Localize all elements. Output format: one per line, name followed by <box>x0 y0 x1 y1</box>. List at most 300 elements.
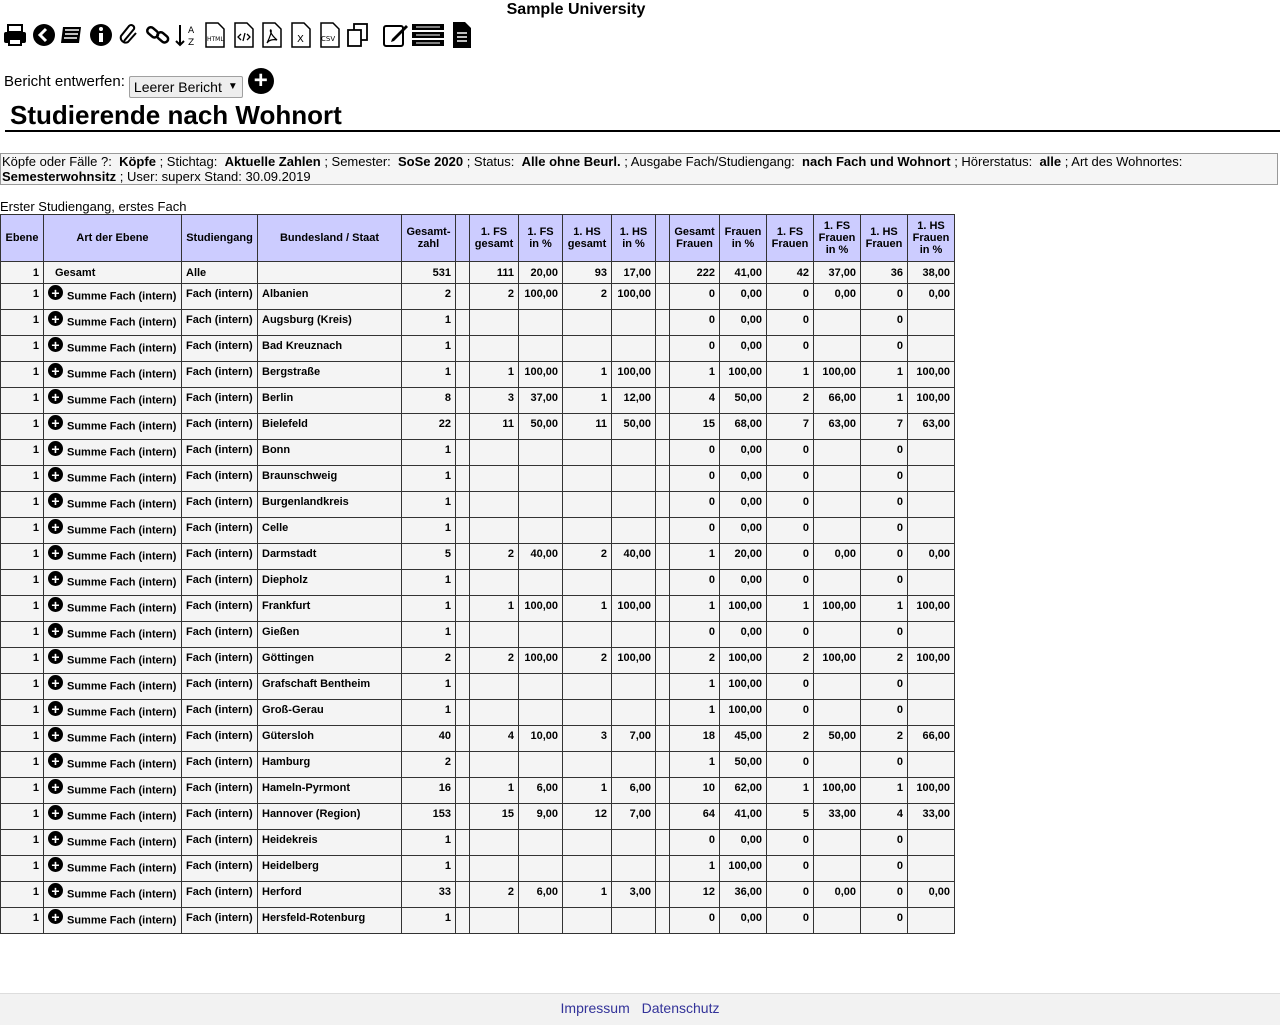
table-cell: 2 <box>767 388 814 414</box>
table-cell <box>908 908 955 934</box>
table-cell: 20,00 <box>519 262 563 284</box>
table-cell <box>908 856 955 882</box>
table-row <box>1 544 955 570</box>
table-cell <box>456 518 470 544</box>
expand-icon[interactable]: + <box>48 363 63 378</box>
table-cell <box>44 388 182 414</box>
books-icon[interactable] <box>59 21 85 49</box>
table-row <box>1 908 955 934</box>
table-cell <box>519 908 563 934</box>
table-cell <box>908 310 955 336</box>
table-cell <box>456 804 470 830</box>
column-header[interactable]: 1. FS Frauen <box>767 215 814 262</box>
param-label: ; Status: <box>466 154 515 169</box>
level-label: Summe Fach (intern) <box>67 576 177 589</box>
html-export-icon[interactable] <box>202 21 228 49</box>
table-cell: Fach (intern) <box>182 362 258 388</box>
table-cell <box>814 674 861 700</box>
table-cell: 37,00 <box>814 262 861 284</box>
table-cell <box>908 336 955 362</box>
table-cell <box>656 284 670 310</box>
table-cell: 1 <box>670 700 720 726</box>
table-cell: 0,00 <box>908 882 955 908</box>
table-cell: 50,00 <box>814 726 861 752</box>
back-icon[interactable] <box>31 21 57 49</box>
table-cell <box>908 830 955 856</box>
report-toolbar <box>2 20 478 50</box>
table-cell <box>44 310 182 336</box>
table-cell: 0,00 <box>720 492 767 518</box>
table-cell: 64 <box>670 804 720 830</box>
table-cell <box>44 518 182 544</box>
table-cell: 0 <box>767 466 814 492</box>
level-label: Summe Fach (intern) <box>67 888 177 901</box>
xlsx-export-icon[interactable] <box>288 21 314 49</box>
table-cell: 50,00 <box>612 414 656 440</box>
table-cell <box>456 492 470 518</box>
column-header[interactable]: Gesamt Frauen <box>670 215 720 262</box>
param-value: nach Fach und Wohnort <box>802 154 951 169</box>
table-cell: 1 <box>861 596 908 622</box>
level-label: Summe Fach (intern) <box>67 342 177 355</box>
table-cell: 1 <box>402 700 456 726</box>
param-value: Köpfe <box>119 154 156 169</box>
table-cell: 0 <box>861 882 908 908</box>
table-cell <box>44 856 182 882</box>
table-cell: 0 <box>767 440 814 466</box>
table-row <box>1 752 955 778</box>
link-icon[interactable] <box>145 21 171 49</box>
param-value: Alle ohne Beurl. <box>521 154 621 169</box>
table-cell <box>612 856 656 882</box>
table-cell: 1 <box>1 804 44 830</box>
table-cell: 38,00 <box>908 262 955 284</box>
column-header[interactable]: 1. FS Frauen in % <box>814 215 861 262</box>
table-cell: 1 <box>1 908 44 934</box>
level-label: Summe Fach (intern) <box>67 602 177 615</box>
table-cell: 0 <box>767 908 814 934</box>
column-header[interactable] <box>456 215 470 262</box>
table-cell: 1 <box>1 310 44 336</box>
table-cell <box>563 570 612 596</box>
table-cell <box>456 414 470 440</box>
column-header[interactable]: Studiengang <box>182 215 258 262</box>
table-cell: Bielefeld <box>258 414 402 440</box>
paperclip-icon[interactable] <box>116 21 142 49</box>
table-cell <box>456 596 470 622</box>
title-divider <box>5 130 1280 132</box>
level-label: Summe Fach (intern) <box>67 836 177 849</box>
table-cell: Fach (intern) <box>182 310 258 336</box>
expand-icon[interactable]: + <box>48 285 63 300</box>
table-cell: 93 <box>563 262 612 284</box>
table-cell <box>456 622 470 648</box>
table-cell: 100,00 <box>814 362 861 388</box>
table-cell: 100,00 <box>908 388 955 414</box>
table-cell: Fach (intern) <box>182 726 258 752</box>
table-cell: 4 <box>470 726 519 752</box>
table-cell <box>44 700 182 726</box>
table-cell: 2 <box>861 648 908 674</box>
table-cell: Gesamt <box>44 262 182 284</box>
table-cell: 40,00 <box>519 544 563 570</box>
table-cell <box>44 830 182 856</box>
column-header[interactable]: 1. FS gesamt <box>470 215 519 262</box>
table-cell: 0,00 <box>720 336 767 362</box>
table-cell <box>470 440 519 466</box>
table-cell <box>519 700 563 726</box>
table-cell: 0 <box>861 570 908 596</box>
table-cell: Fach (intern) <box>182 648 258 674</box>
table-cell <box>519 622 563 648</box>
table-cell <box>612 310 656 336</box>
table-cell: 40,00 <box>612 544 656 570</box>
table-cell <box>519 830 563 856</box>
table-row <box>1 622 955 648</box>
table-cell: 0,00 <box>814 284 861 310</box>
table-cell <box>470 622 519 648</box>
table-cell: 0 <box>767 882 814 908</box>
table-cell: 1 <box>861 388 908 414</box>
table-cell: 1 <box>402 856 456 882</box>
table-cell: 2 <box>470 544 519 570</box>
table-cell: Burgenlandkreis <box>258 492 402 518</box>
print-icon[interactable] <box>2 21 28 49</box>
param-label: ; Hörerstatus: <box>954 154 1033 169</box>
csv-export-icon[interactable] <box>317 21 343 49</box>
svg-text:CSV: CSV <box>320 35 335 43</box>
column-header[interactable]: 1. HS Frauen in % <box>908 215 955 262</box>
table-cell: 0,00 <box>908 544 955 570</box>
table-cell: 100,00 <box>519 648 563 674</box>
table-cell: 3,00 <box>612 882 656 908</box>
table-cell <box>519 310 563 336</box>
table-cell <box>814 310 861 336</box>
table-cell: 2 <box>767 726 814 752</box>
table-cell <box>814 336 861 362</box>
table-row <box>1 336 955 362</box>
table-cell: 0,00 <box>720 830 767 856</box>
chevron-down-icon: ▼ <box>227 81 238 92</box>
table-cell <box>612 518 656 544</box>
expand-icon[interactable]: + <box>48 831 63 846</box>
expand-icon[interactable]: + <box>48 519 63 534</box>
table-cell <box>908 466 955 492</box>
table-row <box>1 570 955 596</box>
table-cell: Groß-Gerau <box>258 700 402 726</box>
table-cell: Fach (intern) <box>182 752 258 778</box>
document-icon[interactable] <box>449 21 475 49</box>
table-cell: 0 <box>861 284 908 310</box>
table-cell: 16 <box>402 778 456 804</box>
table-cell <box>563 440 612 466</box>
table-cell <box>519 674 563 700</box>
page-footer <box>0 993 1280 1025</box>
table-cell <box>44 726 182 752</box>
table-cell: 1 <box>1 622 44 648</box>
table-cell: 0,00 <box>720 518 767 544</box>
table-cell: Heidekreis <box>258 830 402 856</box>
table-cell: 0,00 <box>814 544 861 570</box>
table-cell: 1 <box>767 778 814 804</box>
table-cell: 1 <box>670 544 720 570</box>
table-cell: Fach (intern) <box>182 388 258 414</box>
table-cell <box>456 700 470 726</box>
table-cell: 100,00 <box>814 596 861 622</box>
table-cell <box>456 262 470 284</box>
report-designer <box>4 64 274 98</box>
table-cell: 1 <box>1 778 44 804</box>
table-cell <box>656 622 670 648</box>
table-cell: Fach (intern) <box>182 466 258 492</box>
table-cell <box>44 440 182 466</box>
layout-icon[interactable] <box>410 21 446 49</box>
table-cell <box>612 752 656 778</box>
table-cell <box>563 518 612 544</box>
table-row <box>1 388 955 414</box>
table-cell: 1 <box>1 726 44 752</box>
table-cell <box>44 622 182 648</box>
expand-icon[interactable]: + <box>48 493 63 508</box>
table-cell: 0 <box>861 466 908 492</box>
table-cell <box>456 674 470 700</box>
table-cell: 1 <box>1 362 44 388</box>
table-cell <box>519 856 563 882</box>
column-header[interactable]: 1. HS gesamt <box>563 215 612 262</box>
table-cell <box>470 466 519 492</box>
table-cell: 100,00 <box>908 648 955 674</box>
table-cell: 1 <box>402 570 456 596</box>
table-cell: 42 <box>767 262 814 284</box>
table-cell <box>656 674 670 700</box>
table-row <box>1 830 955 856</box>
column-header[interactable]: Frauen in % <box>720 215 767 262</box>
table-cell <box>908 752 955 778</box>
table-cell: 9,00 <box>519 804 563 830</box>
table-cell <box>612 336 656 362</box>
expand-icon[interactable]: + <box>48 623 63 638</box>
table-cell <box>656 262 670 284</box>
table-cell <box>612 622 656 648</box>
expand-icon[interactable]: + <box>48 597 63 612</box>
table-cell: Göttingen <box>258 648 402 674</box>
expand-icon[interactable]: + <box>48 441 63 456</box>
table-cell <box>814 518 861 544</box>
table-cell <box>612 492 656 518</box>
table-cell <box>563 492 612 518</box>
table-cell <box>456 440 470 466</box>
table-cell <box>519 336 563 362</box>
table-cell: 2 <box>402 752 456 778</box>
table-cell: 1 <box>402 310 456 336</box>
table-cell <box>908 622 955 648</box>
sort-az-icon[interactable] <box>174 21 200 49</box>
table-cell: 41,00 <box>720 804 767 830</box>
expand-icon[interactable]: + <box>48 467 63 482</box>
table-cell: Albanien <box>258 284 402 310</box>
column-header[interactable]: 1. HS Frauen <box>861 215 908 262</box>
expand-icon[interactable]: + <box>48 883 63 898</box>
table-cell: Darmstadt <box>258 544 402 570</box>
table-caption: Erster Studiengang, erstes Fach <box>0 199 187 214</box>
table-row <box>1 414 955 440</box>
table-cell <box>456 882 470 908</box>
table-cell: 3 <box>470 388 519 414</box>
table-cell: 18 <box>670 726 720 752</box>
table-cell: 1 <box>402 466 456 492</box>
expand-icon[interactable]: + <box>48 779 63 794</box>
expand-icon[interactable]: + <box>48 337 63 352</box>
table-cell <box>470 856 519 882</box>
table-cell <box>456 336 470 362</box>
expand-icon[interactable]: + <box>48 415 63 430</box>
column-header[interactable]: Ebene <box>1 215 44 262</box>
table-cell: 100,00 <box>908 778 955 804</box>
table-cell <box>908 492 955 518</box>
table-cell: 1 <box>1 518 44 544</box>
column-header[interactable]: 1. FS in % <box>519 215 563 262</box>
table-cell: 0 <box>861 492 908 518</box>
expand-icon[interactable]: + <box>48 805 63 820</box>
table-cell <box>519 752 563 778</box>
copy-icon[interactable] <box>345 21 371 49</box>
table-cell: 6,00 <box>612 778 656 804</box>
table-cell: 100,00 <box>720 700 767 726</box>
table-cell: 62,00 <box>720 778 767 804</box>
table-cell <box>456 830 470 856</box>
expand-icon[interactable]: + <box>48 649 63 664</box>
table-cell: 1 <box>470 596 519 622</box>
table-cell <box>656 388 670 414</box>
expand-icon[interactable]: + <box>48 311 63 326</box>
table-cell: 0,00 <box>720 622 767 648</box>
table-cell <box>44 648 182 674</box>
impressum-link[interactable]: Impressum <box>560 1000 630 1016</box>
table-cell <box>456 726 470 752</box>
table-cell: 33 <box>402 882 456 908</box>
table-row <box>1 674 955 700</box>
add-report-icon[interactable]: + <box>248 68 274 94</box>
column-header[interactable] <box>656 215 670 262</box>
info-icon[interactable] <box>88 21 114 49</box>
table-cell <box>814 492 861 518</box>
table-cell: 1 <box>402 440 456 466</box>
level-label: Summe Fach (intern) <box>67 290 177 303</box>
table-cell <box>563 310 612 336</box>
table-cell: Fach (intern) <box>182 856 258 882</box>
report-template-select[interactable] <box>129 76 243 98</box>
level-label: Summe Fach (intern) <box>67 732 177 745</box>
param-label: ; Ausgabe Fach/Studiengang: <box>624 154 795 169</box>
table-cell: 1 <box>1 466 44 492</box>
table-cell: Frankfurt <box>258 596 402 622</box>
table-cell <box>44 674 182 700</box>
table-cell <box>656 882 670 908</box>
table-cell <box>44 778 182 804</box>
table-cell <box>44 284 182 310</box>
table-cell: 66,00 <box>908 726 955 752</box>
table-cell: 0 <box>861 674 908 700</box>
table-cell <box>656 908 670 934</box>
table-cell: 153 <box>402 804 456 830</box>
table-cell: 100,00 <box>612 596 656 622</box>
table-cell <box>814 622 861 648</box>
datenschutz-link[interactable]: Datenschutz <box>641 1000 720 1016</box>
column-header[interactable]: Gesamt- zahl <box>402 215 456 262</box>
table-cell: 36,00 <box>720 882 767 908</box>
table-cell: 33,00 <box>908 804 955 830</box>
table-cell <box>563 830 612 856</box>
level-label: Summe Fach (intern) <box>67 524 177 537</box>
table-cell: 0,00 <box>814 882 861 908</box>
table-cell: 0 <box>861 908 908 934</box>
table-cell <box>612 440 656 466</box>
table-row <box>1 700 955 726</box>
table-cell: Fach (intern) <box>182 518 258 544</box>
table-cell: Hameln-Pyrmont <box>258 778 402 804</box>
column-header[interactable]: Art der Ebene <box>44 215 182 262</box>
param-value: Semesterwohnsitz <box>2 169 117 184</box>
pdf-export-icon[interactable] <box>259 21 285 49</box>
expand-icon[interactable]: + <box>48 571 63 586</box>
table-cell: 7,00 <box>612 726 656 752</box>
table-cell: 7 <box>861 414 908 440</box>
table-cell: 1 <box>402 362 456 388</box>
table-cell: 0,00 <box>720 440 767 466</box>
level-label: Summe Fach (intern) <box>67 446 177 459</box>
table-cell: 1 <box>861 362 908 388</box>
expand-icon[interactable]: + <box>48 857 63 872</box>
table-cell: 0 <box>767 856 814 882</box>
table-cell <box>519 440 563 466</box>
table-cell: 17,00 <box>612 262 656 284</box>
table-cell: 0 <box>861 856 908 882</box>
param-label: Köpfe oder Fälle ?: <box>2 154 112 169</box>
xml-export-icon[interactable] <box>231 21 257 49</box>
expand-icon[interactable]: + <box>48 909 63 924</box>
table-cell <box>456 752 470 778</box>
table-cell: 1 <box>402 492 456 518</box>
expand-icon[interactable]: + <box>48 389 63 404</box>
expand-icon[interactable]: + <box>48 675 63 690</box>
column-header[interactable]: 1. HS in % <box>612 215 656 262</box>
level-label: Summe Fach (intern) <box>67 914 177 927</box>
table-cell <box>44 492 182 518</box>
table-cell: 0 <box>767 622 814 648</box>
expand-icon[interactable]: + <box>48 701 63 716</box>
table-cell: 1 <box>563 778 612 804</box>
table-cell: 0 <box>670 336 720 362</box>
table-cell <box>814 830 861 856</box>
table-cell: 4 <box>670 388 720 414</box>
table-cell: 100,00 <box>720 648 767 674</box>
table-cell <box>908 570 955 596</box>
table-cell: 1 <box>1 752 44 778</box>
table-cell: Bergstraße <box>258 362 402 388</box>
table-cell: 100,00 <box>720 674 767 700</box>
expand-icon[interactable]: + <box>48 727 63 742</box>
table-cell <box>656 466 670 492</box>
edit-icon[interactable] <box>382 21 408 49</box>
expand-icon[interactable]: + <box>48 545 63 560</box>
table-cell: 100,00 <box>814 648 861 674</box>
table-cell <box>456 570 470 596</box>
param-value: SoSe 2020 <box>398 154 464 169</box>
expand-icon[interactable]: + <box>48 753 63 768</box>
table-cell: 0 <box>670 908 720 934</box>
table-cell: 15 <box>470 804 519 830</box>
column-header[interactable]: Bundesland / Staat <box>258 215 402 262</box>
